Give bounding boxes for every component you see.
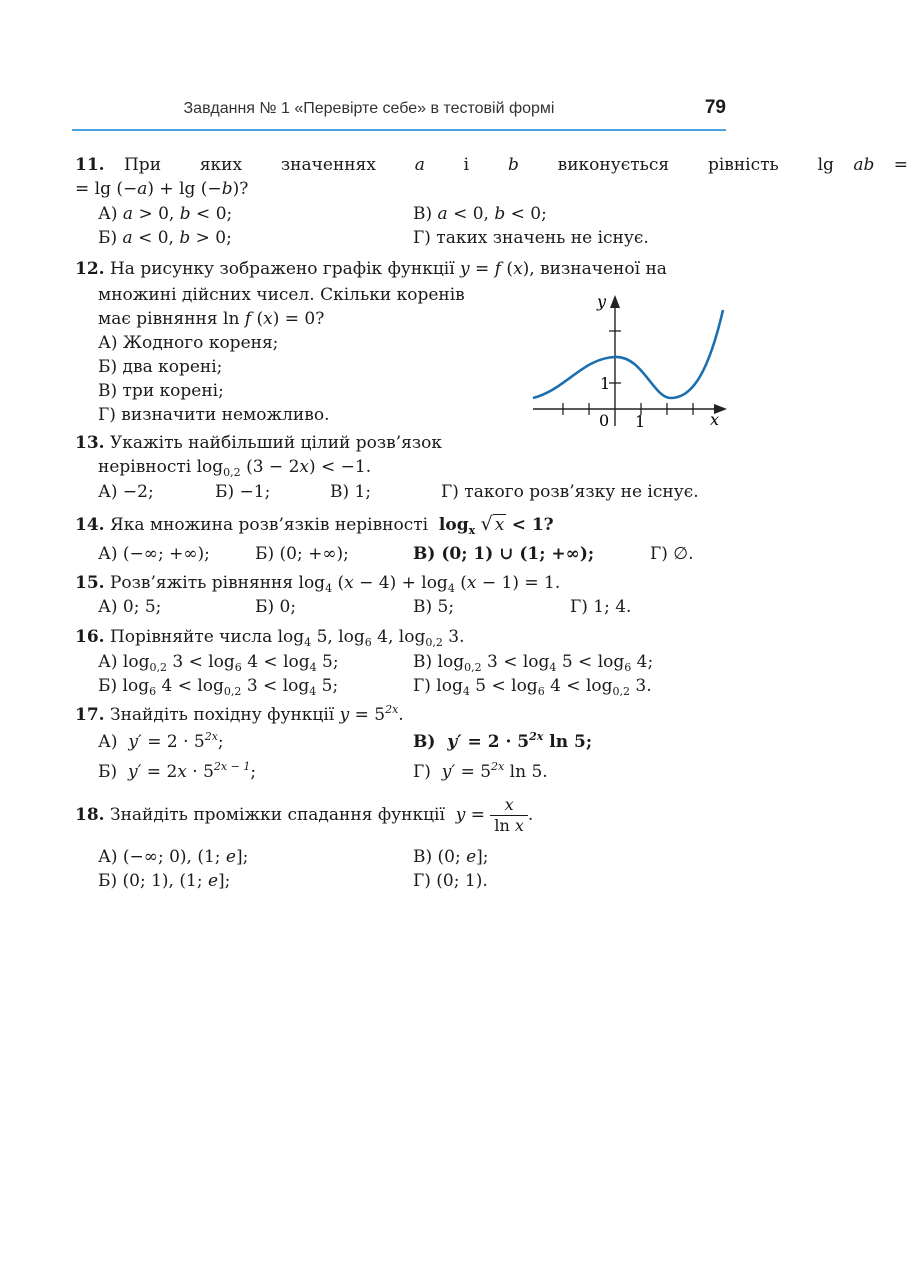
q11-option-g: Г) таких значень не існує.: [413, 228, 649, 248]
q17-option-g: Г) $y' = 5^{2x}$ ln 5.: [413, 760, 548, 782]
q12-option-g: Г) визначити неможливо.: [98, 405, 330, 425]
q16-option-a: А) $\log_{0,2} 3 < \log_6 4 < \log_4 5$;: [98, 652, 339, 674]
q11-option-v: В) a < 0, b < 0;: [413, 204, 547, 224]
question-13-text-cont: нерівності $\log_{0,2} (3 - 2x) < -1$.: [98, 457, 372, 479]
q13-option-a: А) −2;: [98, 482, 154, 502]
question-17-text: 17. Знайдіть похідну функції $y = 5^{2x}$.: [75, 703, 404, 725]
q17-option-a: А) $y' = 2 \cdot 5^{2x}$;: [98, 730, 224, 752]
question-11-text-cont: = lg (−a) + lg (−b)?: [75, 179, 249, 199]
q12-option-v: В) три корені;: [98, 381, 224, 401]
question-16-text: 16. Порівняйте числа $\log_4 5$, $\log_6 4$, $\log_{0,2} 3$.: [75, 627, 465, 649]
q15-option-a: А) 0; 5;: [98, 597, 162, 617]
x-tick-label: 1: [635, 412, 646, 431]
q15-option-v: В) 5;: [413, 597, 455, 617]
question-12-text: 12. На рисунку зображено графік функції y = f (x), визначеної на: [75, 259, 667, 279]
function-curve: [533, 310, 723, 398]
q15-option-b: Б) 0;: [255, 597, 297, 617]
question-12-text-cont2: має рівняння ln f (x) = 0?: [98, 309, 325, 329]
question-12-text-cont: множині дійсних чисел. Скільки коренів: [98, 285, 465, 305]
header-rule: [72, 129, 726, 131]
q11-option-b: Б) a < 0, b > 0;: [98, 228, 232, 248]
page-number: 79: [704, 97, 726, 118]
q15-option-g: Г) 1; 4.: [570, 597, 632, 617]
q16-option-v: В) $\log_{0,2} 3 < \log_4 5 < \log_6 4$;: [413, 652, 654, 674]
q14-option-g: Г) ∅.: [650, 544, 694, 564]
q18-option-a: А) (−∞; 0), (1; e];: [98, 847, 249, 867]
q13-option-v: В) 1;: [330, 482, 372, 502]
q18-option-g: Г) (0; 1).: [413, 871, 488, 891]
q16-option-b: Б) $\log_6 4 < \log_{0,2} 3 < \log_4 5$;: [98, 676, 339, 698]
q17-option-b: Б) $y' = 2x \cdot 5^{2x - 1}$;: [98, 760, 257, 782]
question-13-text: 13. Укажіть найбільший цілий розв’язок: [75, 433, 443, 453]
q18-option-v: В) (0; e];: [413, 847, 489, 867]
q17-option-v: В) $y' = 2 \cdot 5^{2x}$ ln 5;: [413, 730, 593, 752]
q12-option-a: А) Жодного кореня;: [98, 333, 279, 353]
y-axis-label: y: [597, 292, 607, 311]
function-graph: [525, 290, 735, 435]
header-title: Завдання № 1 «Перевірте себе» в тестовій формі: [183, 100, 555, 117]
running-header: [72, 97, 726, 128]
q14-option-b: Б) (0; +∞);: [255, 544, 349, 564]
y-tick-label: 1: [600, 374, 611, 393]
q14-option-a: А) (−∞; +∞);: [98, 544, 210, 564]
origin-label: 0: [599, 411, 610, 430]
question-11-text: 11. При яких значеннях a і b виконується рівність lg ab =: [75, 155, 908, 175]
q13-option-g: Г) такого розв’язку не існує.: [441, 482, 699, 502]
q13-option-b: Б) −1;: [215, 482, 271, 502]
y-axis-arrow: [610, 295, 620, 308]
q12-option-b: Б) два корені;: [98, 357, 223, 377]
q18-option-b: Б) (0; 1), (1; e];: [98, 871, 231, 891]
x-axis-label: x: [710, 410, 720, 429]
question-18-text: 18. Знайдіть проміжки спадання функції y = $\frac{x}{\text{ln x}}$ .: [75, 795, 534, 835]
q11-option-a: А) a > 0, b < 0;: [98, 204, 233, 224]
question-14-text: 14. Яка множина розв’язків нерівності $\log_x$ √ x < 1?: [75, 513, 554, 537]
q14-option-v: В) (0; 1) ∪ (1; +∞);: [413, 544, 595, 564]
q16-option-g: Г) $\log_4 5 < \log_6 4 < \log_{0,2} 3$.: [413, 676, 652, 698]
fraction: $\frac{x}{\text{ln x}}$: [490, 795, 528, 836]
question-15-text: 15. Розв’яжіть рівняння $\log_4 (x - 4) + \log_4 (x - 1) = 1$.: [75, 573, 561, 595]
